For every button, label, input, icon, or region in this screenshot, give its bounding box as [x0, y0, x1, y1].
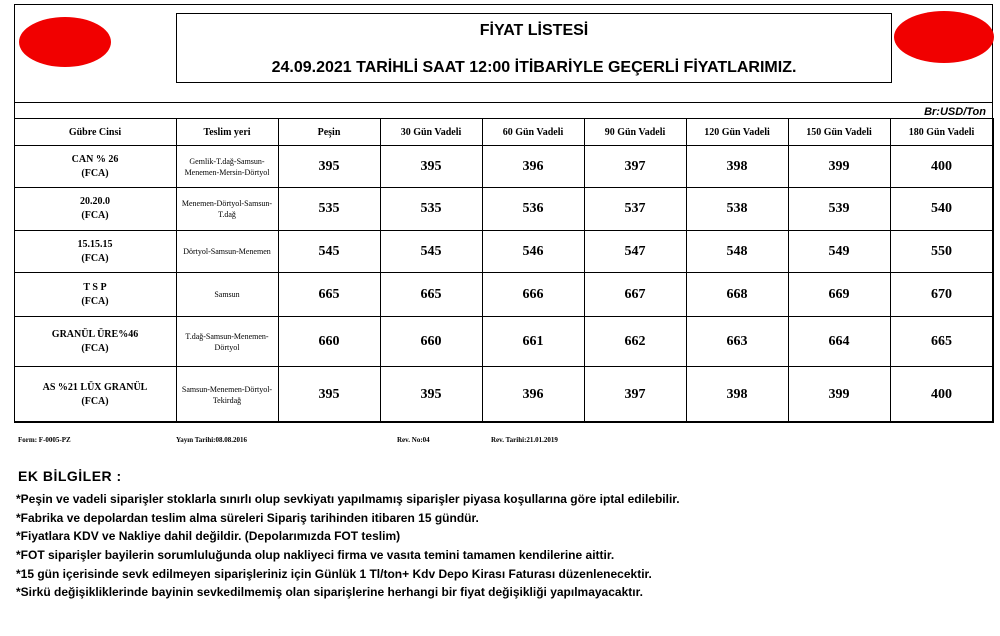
price-cell: 665: [890, 317, 993, 367]
location-cell: Gemlik-T.dağ-Samsun-Menemen-Mersin-Dörtyol: [176, 146, 278, 188]
col-header-cash: Peşin: [278, 119, 380, 146]
product-cell: [14, 231, 176, 273]
header-row: [15, 5, 992, 103]
unit-label: Br:USD/Ton: [924, 106, 986, 118]
price-cell: 666: [482, 273, 584, 317]
table-row: [14, 317, 993, 367]
col-header-60: 60 Gün Vadeli: [482, 119, 584, 146]
price-cell: 546: [482, 231, 584, 273]
location-cell: Samsun-Menemen-Dörtyol-Tekirdağ: [176, 367, 278, 423]
price-cell: 661: [482, 317, 584, 367]
product-name: GRANÜL ÜRE%46: [51, 328, 139, 340]
col-header-180: 180 Gün Vadeli: [890, 119, 993, 146]
price-cell: 536: [482, 188, 584, 231]
revision-number: Rev. No:04: [397, 436, 430, 444]
info-title: EK BİLGİLER :: [18, 468, 122, 484]
price-cell: 547: [584, 231, 686, 273]
price-cell: 670: [890, 273, 993, 317]
product-cell: [14, 367, 176, 423]
price-cell: 396: [482, 367, 584, 423]
price-cell: 548: [686, 231, 788, 273]
price-cell: 537: [584, 188, 686, 231]
publish-date: Yayın Tarihi:08.08.2016: [176, 436, 247, 444]
price-table: [14, 118, 994, 423]
product-basis: (FCA): [81, 295, 109, 307]
price-cell: 660: [278, 317, 380, 367]
page-subtitle: 24.09.2021 TARİHLİ SAAT 12:00 İTİBARİYLE GEÇERLİ FİYATLARIMIZ.: [271, 59, 797, 76]
price-cell: 396: [482, 146, 584, 188]
product-name: 15.15.15: [77, 238, 113, 250]
price-cell: 395: [278, 367, 380, 423]
product-basis: (FCA): [81, 252, 109, 264]
form-number: Form: F-0005-PZ: [18, 436, 71, 444]
price-cell: 660: [380, 317, 482, 367]
product-basis: (FCA): [81, 210, 109, 221]
product-cell: [14, 146, 176, 188]
price-cell: 667: [584, 273, 686, 317]
price-cell: 669: [788, 273, 890, 317]
info-item: *Peşin ve vadeli siparişler stoklarla sınırlı olup sevkiyatı yapılmamış siparişler piyasa koşullarına göre iptal edilebilir.: [16, 492, 680, 506]
col-header-150: 150 Gün Vadeli: [788, 119, 890, 146]
price-cell: 665: [278, 273, 380, 317]
price-cell: 395: [380, 146, 482, 188]
price-cell: 395: [278, 146, 380, 188]
info-item: *Sirkü değişikliklerinde bayinin sevkedilmemiş olan siparişlerine herhangi bir fiyat değişikliği yapılmayacaktır.: [16, 585, 643, 600]
price-cell: 395: [380, 367, 482, 423]
price-cell: 400: [890, 367, 993, 423]
price-cell: 550: [890, 231, 993, 273]
location-cell: Dörtyol-Samsun-Menemen: [176, 231, 278, 273]
price-cell: 662: [584, 317, 686, 367]
col-header-location: Teslim yeri: [176, 119, 278, 146]
info-item: *15 gün içerisinde sevk edilmeyen siparişleriniz için Günlük 1 Tl/ton+ Kdv Depo Kirası Faturası düzenlenecektir.: [16, 566, 652, 581]
price-cell: 398: [686, 367, 788, 423]
price-cell: 538: [686, 188, 788, 231]
product-name: CAN % 26: [71, 153, 119, 165]
price-cell: 668: [686, 273, 788, 317]
location-cell: T.dağ-Samsun-Menemen-Dörtyol: [176, 317, 278, 367]
price-cell: 545: [380, 231, 482, 273]
redacted-logo-right: [894, 11, 994, 63]
page-title: FİYAT LİSTESİ: [479, 22, 589, 39]
product-basis: (FCA): [81, 395, 109, 407]
info-item: *FOT siparişler bayilerin sorumluluğunda olup nakliyeci firma ve vasıta temini tamamen kendilerine aittir.: [16, 548, 615, 563]
info-list: [16, 490, 680, 602]
price-cell: 665: [380, 273, 482, 317]
product-name: 20.20.0: [80, 196, 110, 207]
revision-date: Rev. Tarihi:21.01.2019: [491, 436, 558, 444]
price-cell: 397: [584, 146, 686, 188]
table-header-row: [14, 119, 993, 146]
table-row: [14, 188, 993, 231]
product-cell: [14, 273, 176, 317]
location-cell: Samsun: [176, 273, 278, 317]
price-cell: 399: [788, 146, 890, 188]
product-basis: (FCA): [81, 342, 109, 354]
product-basis: (FCA): [81, 167, 109, 179]
col-header-90: 90 Gün Vadeli: [584, 119, 686, 146]
redacted-logo-left: [19, 17, 111, 67]
table-row: [14, 273, 993, 317]
price-list-frame: [14, 4, 993, 422]
col-header-product: Gübre Cinsi: [14, 119, 176, 146]
price-cell: 549: [788, 231, 890, 273]
price-cell: 399: [788, 367, 890, 423]
price-cell: 535: [380, 188, 482, 231]
product-name: AS %21 LÜX GRANÜL: [42, 381, 148, 393]
price-cell: 539: [788, 188, 890, 231]
col-header-30: 30 Gün Vadeli: [380, 119, 482, 146]
table-row: [14, 367, 993, 423]
product-cell: [14, 188, 176, 231]
product-name: T S P: [83, 281, 107, 293]
price-cell: 545: [278, 231, 380, 273]
price-cell: 535: [278, 188, 380, 231]
price-cell: 400: [890, 146, 993, 188]
info-item: *Fiyatlara KDV ve Nakliye dahil değildir. (Depolarımızda FOT teslim): [16, 529, 401, 544]
location-cell: Menemen-Dörtyol-Samsun-T.dağ: [176, 188, 278, 231]
table-row: [14, 146, 993, 188]
info-item: *Fabrika ve depolardan teslim alma süreleri Sipariş tarihinden itibaren 15 gündür.: [16, 510, 479, 525]
col-header-120: 120 Gün Vadeli: [686, 119, 788, 146]
product-cell: [14, 317, 176, 367]
price-cell: 663: [686, 317, 788, 367]
price-cell: 540: [890, 188, 993, 231]
price-cell: 664: [788, 317, 890, 367]
price-cell: 397: [584, 367, 686, 423]
price-cell: 398: [686, 146, 788, 188]
title-box: [176, 13, 892, 83]
table-row: [14, 231, 993, 273]
